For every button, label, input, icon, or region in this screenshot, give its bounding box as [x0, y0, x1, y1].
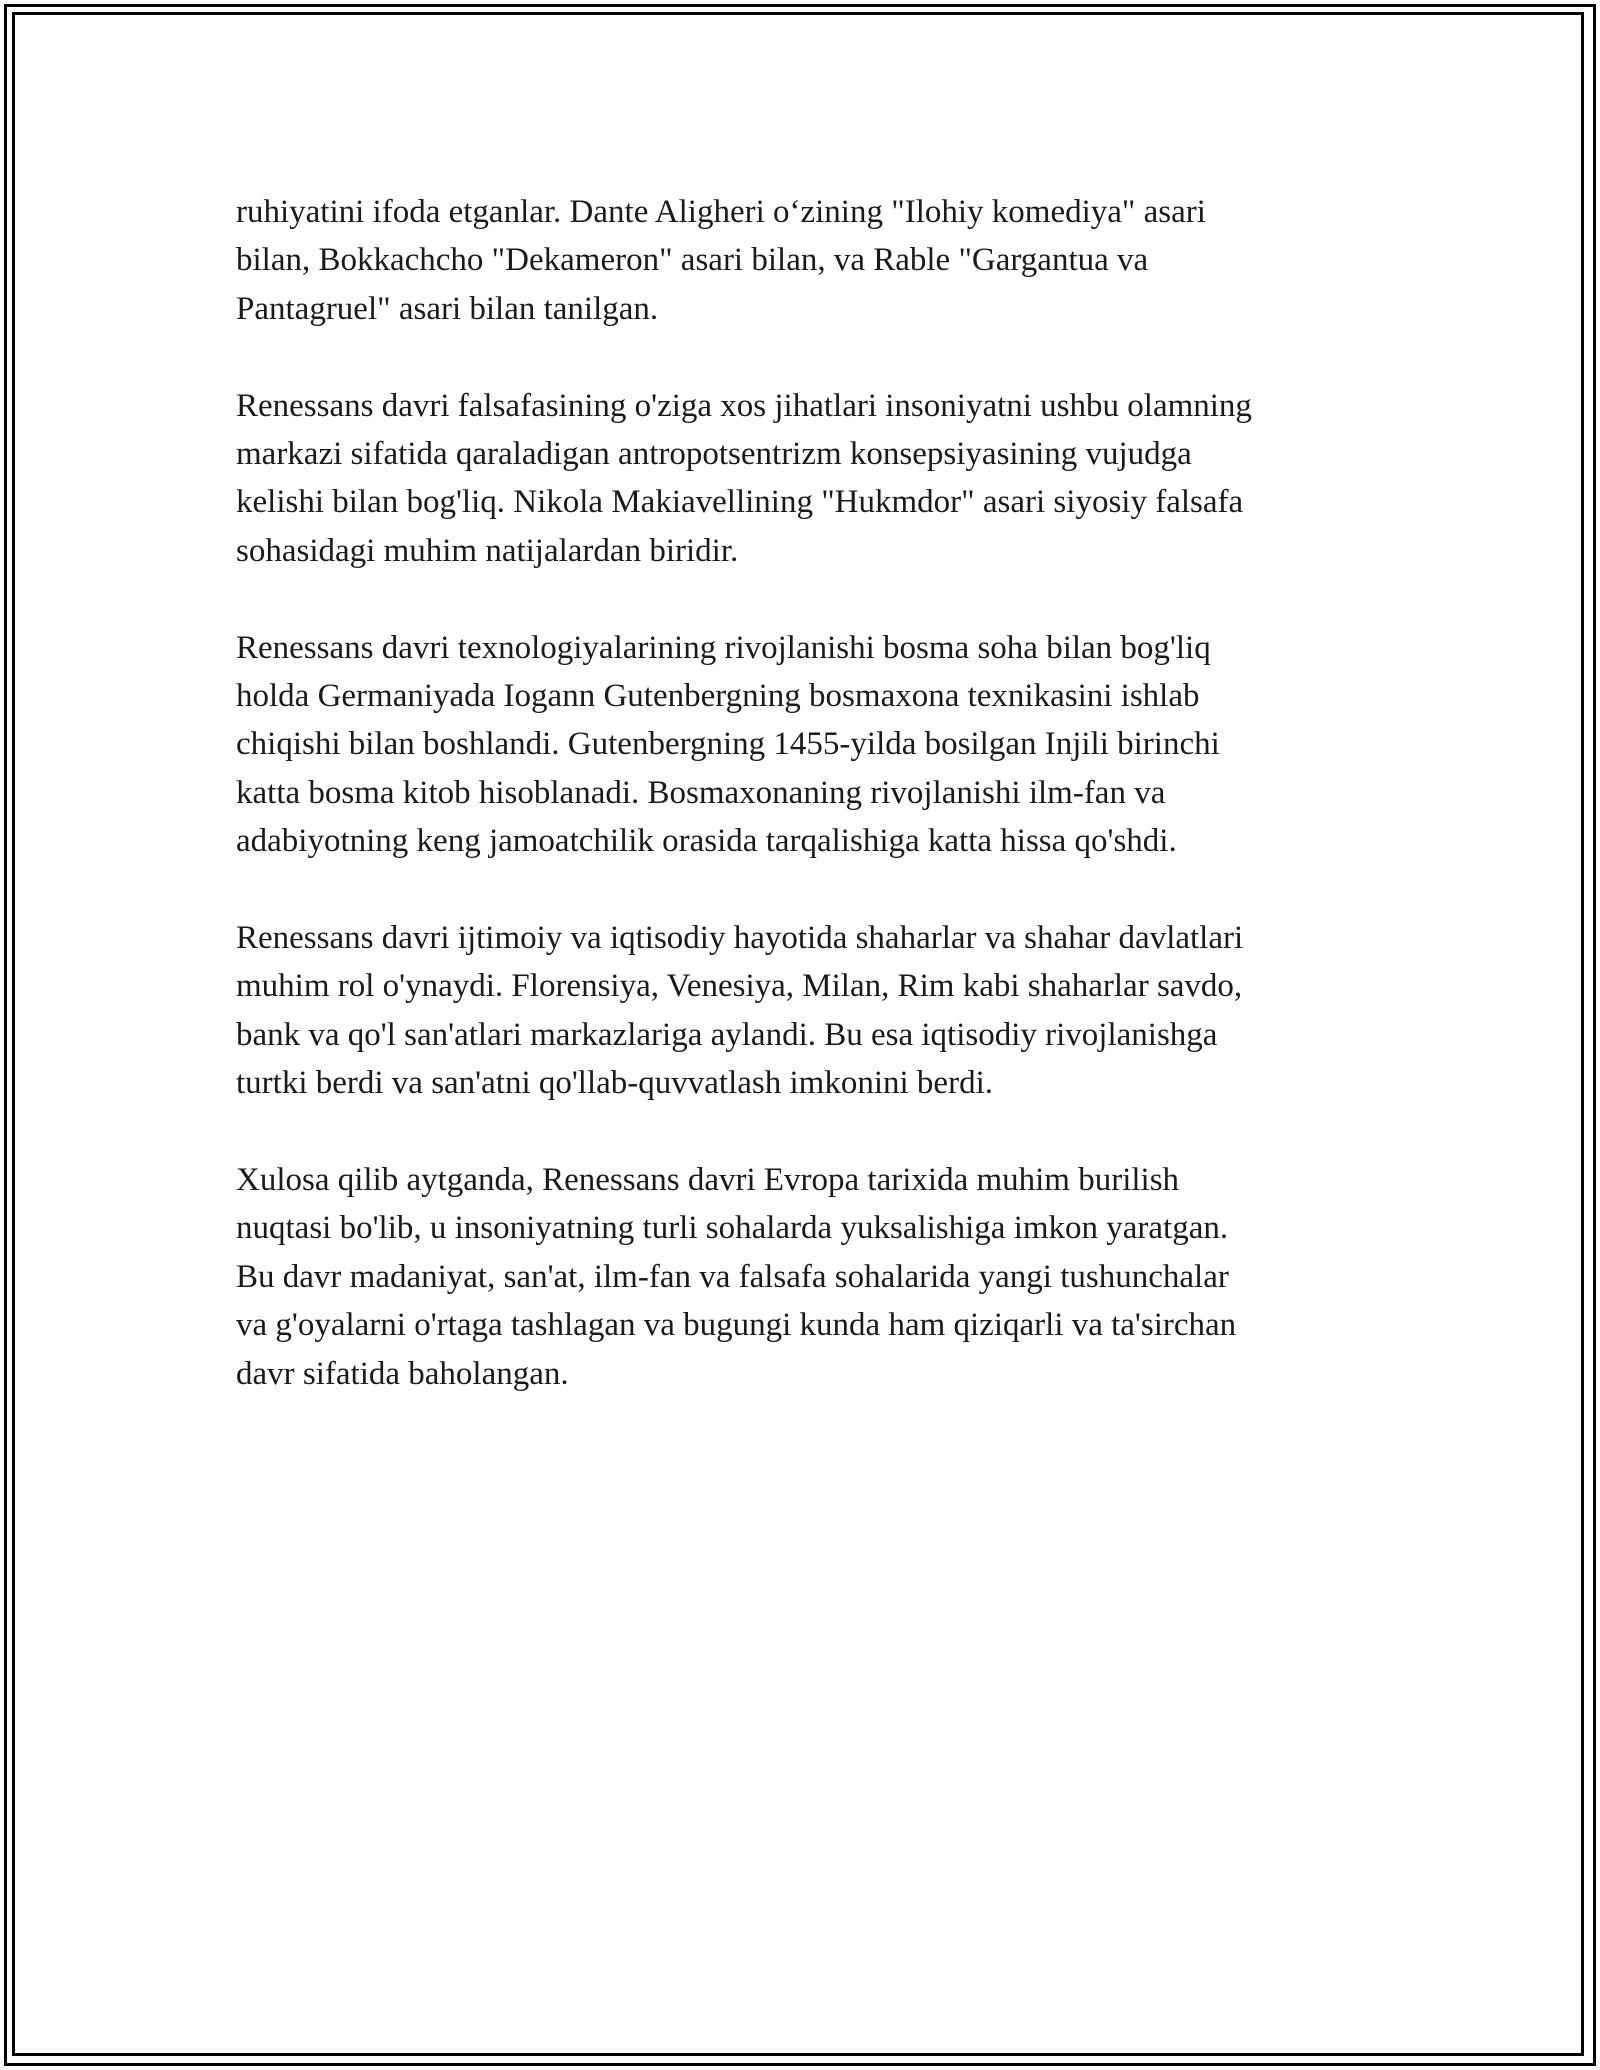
paragraph-conclusion: Xulosa qilib aytganda, Renessans davri Evropa tarixida muhim burilish nuqtasi bo'lib, u insoniyatning turli sohalarda yuksalishiga imkon yaratgan. Bu davr madaniyat, san'at, ilm-fan va falsafa sohalarida yangi tushunchalar va g'oyalarni o'rtaga tashlagan va bugungi kunda ham qiziqarli va ta'sirchan davr sifatida baholangan. [236, 1162, 1237, 1392]
paragraph-philosophy: Renessans davri falsafasining o'ziga xos jihatlari insoniyatni ushbu olamning markazi sifatida qaraladigan antropotsentrizm konsepsiyasining vujudga kelishi bilan bog'liq. Nikola Makiavellining "Hukmdor" asari siyosiy falsafa sohasidagi muhim natijalardan biridir. [236, 387, 1252, 569]
paragraph-technology: Renessans davri texnologiyalarining rivojlanishi bosma soha bilan bog'liq holda Germaniyada Iogann Gutenbergning bosmaxona texnikasini ishlab chiqishi bilan boshlandi. Gutenbergning 1455-yilda bosilgan Injili birinchi katta bosma kitob hisoblanadi. Bosmaxonaning rivojlanishi ilm-fan va adabiyotning keng jamoatchilik orasida tarqalishiga katta hissa qo'shdi. [236, 629, 1220, 860]
document-body [236, 188, 1386, 1446]
paragraph-literature: ruhiyatini ifoda etganlar. Dante Aligheri o‘zining "Ilohiy komediya" asari bilan, Bokkachcho "Dekameron" asari bilan, va Rable "Gargantua va Pantagruel" asari bilan tanilgan. [236, 194, 1206, 327]
paragraph-society-economy: Renessans davri ijtimoiy va iqtisodiy hayotida shaharlar va shahar davlatlari muhim rol o'ynaydi. Florensiya, Venesiya, Milan, Rim kabi shaharlar savdo, bank va qo'l san'atlari markazlariga aylandi. Bu esa iqtisodiy rivojlanishga turtki berdi va san'atni qo'llab-quvvatlash imkonini berdi. [236, 920, 1244, 1102]
